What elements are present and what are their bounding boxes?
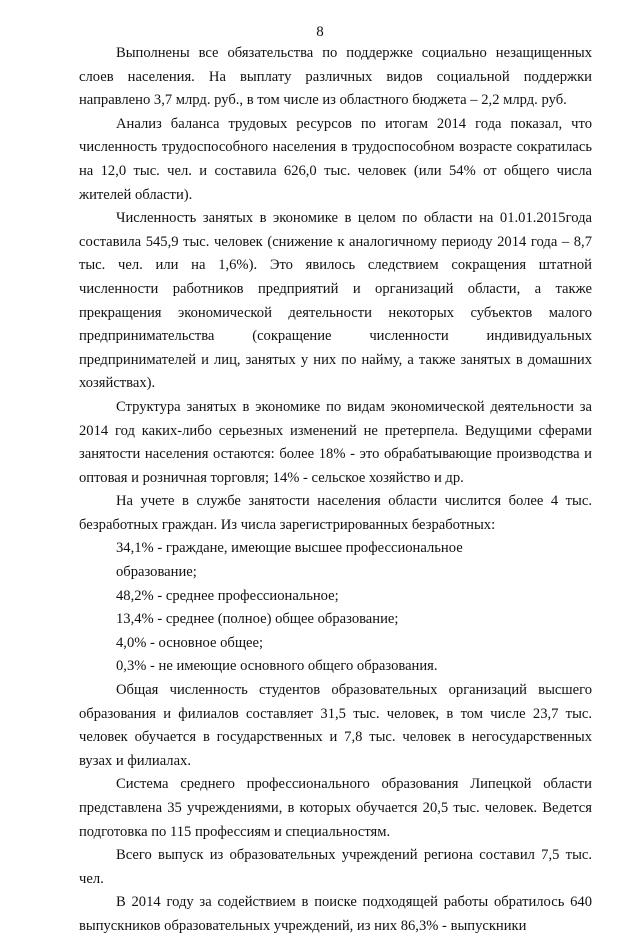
paragraph-students: Общая численность студентов образовательных организаций высшего образования и филиалов составляет 31,5 тыс. человек, в том числе 23,7 тыс. человек обучается в государственных и 7,8 тыс. человек в негосударственных вузах и филиалах.	[79, 682, 592, 769]
paragraph-vocational-system: Система среднего профессионального образования Липецкой области представлена 35 учреждениями, в которых обучается 20,5 тыс. человек. Ведется подготовка по 115 профессиям и специальностям.	[79, 776, 592, 840]
paragraph-employment: Численность занятых в экономике в целом по области на 01.01.2015года составила 545,9 тыс. человек (снижение к аналогичному периоду 2014 года – 8,7 тыс. чел. или на 1,6%). Это явилось следствием сокращения штатной численности работников предприятий и организаций области, а также прекращения экономической деятельности некоторых субъектов малого предпринимательства (сокращение численности индивидуальных предпринимателей и лиц, занятых у них по найму, а также занятых в домашних хозяйствах).	[79, 210, 592, 392]
list-item: 0,3% - не имеющие основного общего образования.	[116, 658, 438, 675]
paragraph-employment-structure: Структура занятых в экономике по видам экономической деятельности за 2014 год каких-либо серьезных изменений не претерпела. Ведущими сферами занятости населения остаются: более 18% - это обрабатывающие производства и оптовая и розничная торговля; 14% - сельское хозяйство и др.	[79, 398, 592, 486]
paragraph-graduates-total: Всего выпуск из образовательных учреждений региона составил 7,5 тыс. чел.	[79, 847, 592, 887]
list-item: образование;	[116, 564, 197, 581]
paragraph-unemployed: На учете в службе занятости населения области числится более 4 тыс. безработных граждан. Из числа зарегистрированных безработных:	[79, 493, 592, 533]
list-item: 4,0% - основное общее;	[116, 634, 264, 651]
paragraph-job-search: В 2014 году за содействием в поиске подходящей работы обратилось 640 выпускников образовательных учреждений, из них 86,3% - выпускники	[79, 894, 592, 934]
list-item: 34,1% - граждане, имеющие высшее профессиональное	[116, 540, 463, 557]
paragraph-social-support: Выполнены все обязательства по поддержке социально незащищенных слоев населения. На выплату различных видов социальной поддержки направлено 3,7 млрд. руб., в том числе из областного бюджета – 2,2 млрд. руб.	[79, 45, 592, 109]
list-item: 13,4% - среднее (полное) общее образование;	[116, 611, 399, 628]
document-body	[79, 42, 592, 939]
list-item: 48,2% - среднее профессиональное;	[116, 587, 339, 604]
paragraph-labor-balance: Анализ баланса трудовых ресурсов по итогам 2014 года показал, что численность трудоспособного населения в трудоспособном возрасте сократилась на 12,0 тыс. чел. и составила 626,0 тыс. человек (или 54% от общего числа жителей области).	[79, 115, 592, 203]
page-number: 8	[316, 24, 324, 40]
